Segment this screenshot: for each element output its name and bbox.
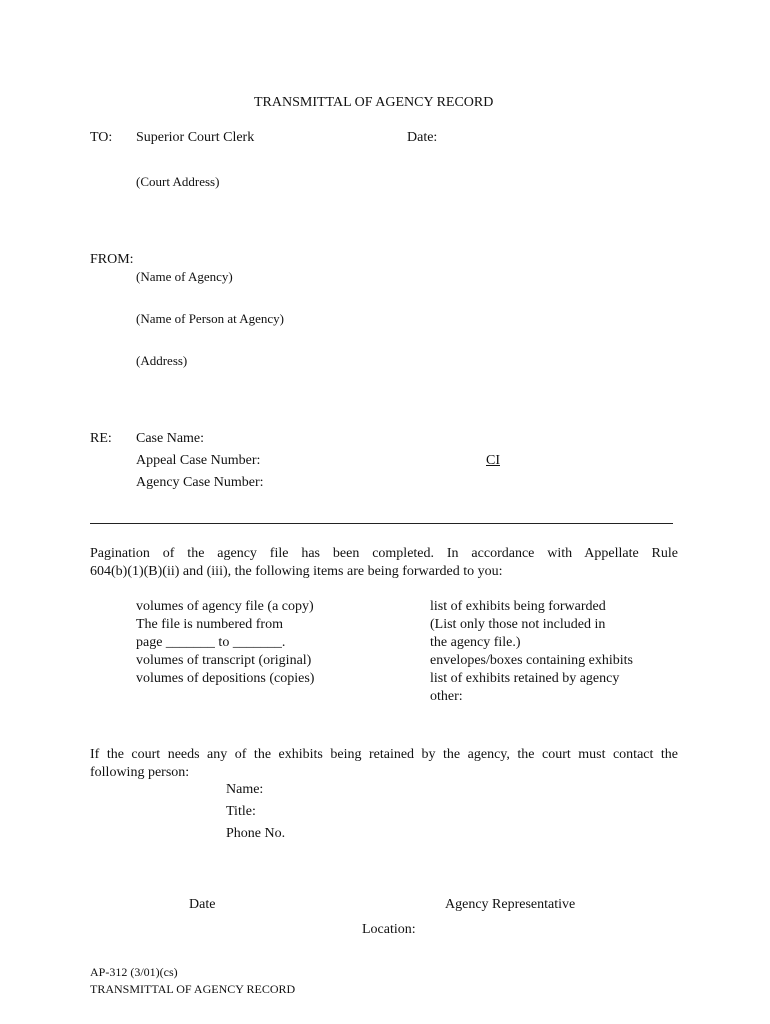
case-name-label: Case Name: bbox=[136, 431, 205, 446]
contact-title-input[interactable] bbox=[262, 800, 543, 816]
appeal-case-number-label: Appeal Case Number: bbox=[136, 453, 261, 468]
contact-phone-input[interactable] bbox=[291, 822, 543, 838]
list-exhibits-retained-label: list of exhibits retained by agency bbox=[430, 671, 620, 686]
agency-representative-label: Agency Representative bbox=[445, 897, 576, 912]
other-check-input[interactable] bbox=[385, 688, 415, 704]
section-divider bbox=[90, 523, 673, 524]
contact-name-input[interactable] bbox=[270, 778, 543, 794]
contact-line-1: If the court needs any of the exhibits being retained by the agency, the court must contact the bbox=[90, 747, 678, 762]
location-label: Location: bbox=[362, 922, 416, 937]
court-address-input[interactable] bbox=[136, 196, 384, 212]
transcript-volumes-input[interactable] bbox=[91, 652, 121, 668]
volumes-depositions-label: volumes of depositions (copies) bbox=[136, 671, 315, 686]
agency-address-line2-input[interactable] bbox=[136, 375, 384, 391]
other-label: other: bbox=[430, 689, 463, 704]
form-footer-title: TRANSMITTAL OF AGENCY RECORD bbox=[90, 982, 296, 996]
date-label: Date: bbox=[407, 130, 438, 145]
name-of-person-label: (Name of Person at Agency) bbox=[136, 311, 285, 326]
depositions-volumes-input[interactable] bbox=[91, 670, 121, 686]
list-only-those-label: (List only those not included in bbox=[430, 617, 606, 632]
appeal-case-number-input[interactable] bbox=[274, 451, 486, 467]
envelopes-boxes-input[interactable] bbox=[385, 652, 415, 668]
to-value: Superior Court Clerk bbox=[136, 130, 255, 145]
agency-case-number-label: Agency Case Number: bbox=[136, 475, 264, 490]
file-numbered-label: The file is numbered from bbox=[136, 617, 283, 632]
agency-name-input[interactable] bbox=[137, 249, 384, 265]
contact-phone-label: Phone No. bbox=[226, 826, 286, 841]
contact-line-2: following person: bbox=[90, 765, 190, 780]
envelopes-boxes-label: envelopes/boxes containing exhibits bbox=[430, 653, 633, 668]
signature-date-input[interactable] bbox=[90, 876, 317, 892]
signature-date-label: Date bbox=[189, 897, 216, 912]
page-title: TRANSMITTAL OF AGENCY RECORD bbox=[254, 95, 494, 110]
person-name-input[interactable] bbox=[136, 291, 384, 307]
to-label: TO: bbox=[90, 130, 113, 145]
other-description-input[interactable] bbox=[468, 688, 673, 704]
list-exhibits-forwarded-label: list of exhibits being forwarded bbox=[430, 599, 606, 614]
volumes-transcript-label: volumes of transcript (original) bbox=[136, 653, 312, 668]
date-input[interactable] bbox=[441, 131, 673, 147]
location-input[interactable] bbox=[425, 918, 673, 934]
pagination-line-1: Pagination of the agency file has been completed. In accordance with Appellate Rule bbox=[90, 546, 678, 561]
page-from-to-label: page _______ to _______. bbox=[136, 635, 286, 650]
name-of-agency-label: (Name of Agency) bbox=[136, 269, 233, 284]
court-address-label: (Court Address) bbox=[136, 174, 220, 189]
the-agency-file-label: the agency file.) bbox=[430, 635, 521, 650]
agency-address-input[interactable] bbox=[136, 333, 384, 349]
address-label: (Address) bbox=[136, 353, 188, 368]
other-description-line2-input[interactable] bbox=[470, 708, 673, 724]
volumes-agency-file-label: volumes of agency file (a copy) bbox=[136, 599, 314, 614]
agency-representative-input[interactable] bbox=[362, 876, 673, 892]
agency-case-number-input[interactable] bbox=[276, 473, 497, 489]
re-label: RE: bbox=[90, 431, 112, 446]
contact-title-label: Title: bbox=[226, 804, 256, 819]
from-label: FROM: bbox=[90, 252, 134, 267]
contact-name-label: Name: bbox=[226, 782, 264, 797]
exhibits-retained-input[interactable] bbox=[385, 670, 415, 686]
court-name-line-input[interactable] bbox=[136, 154, 384, 170]
ci-suffix: CI bbox=[486, 453, 500, 468]
pagination-line-2: 604(b)(1)(B)(ii) and (iii), the following items are being forwarded to you: bbox=[90, 564, 503, 579]
exhibits-forwarded-input[interactable] bbox=[385, 598, 415, 614]
form-code: AP-312 (3/01)(cs) bbox=[90, 965, 178, 979]
case-name-input[interactable] bbox=[214, 429, 673, 445]
agency-file-volumes-input[interactable] bbox=[91, 598, 121, 614]
